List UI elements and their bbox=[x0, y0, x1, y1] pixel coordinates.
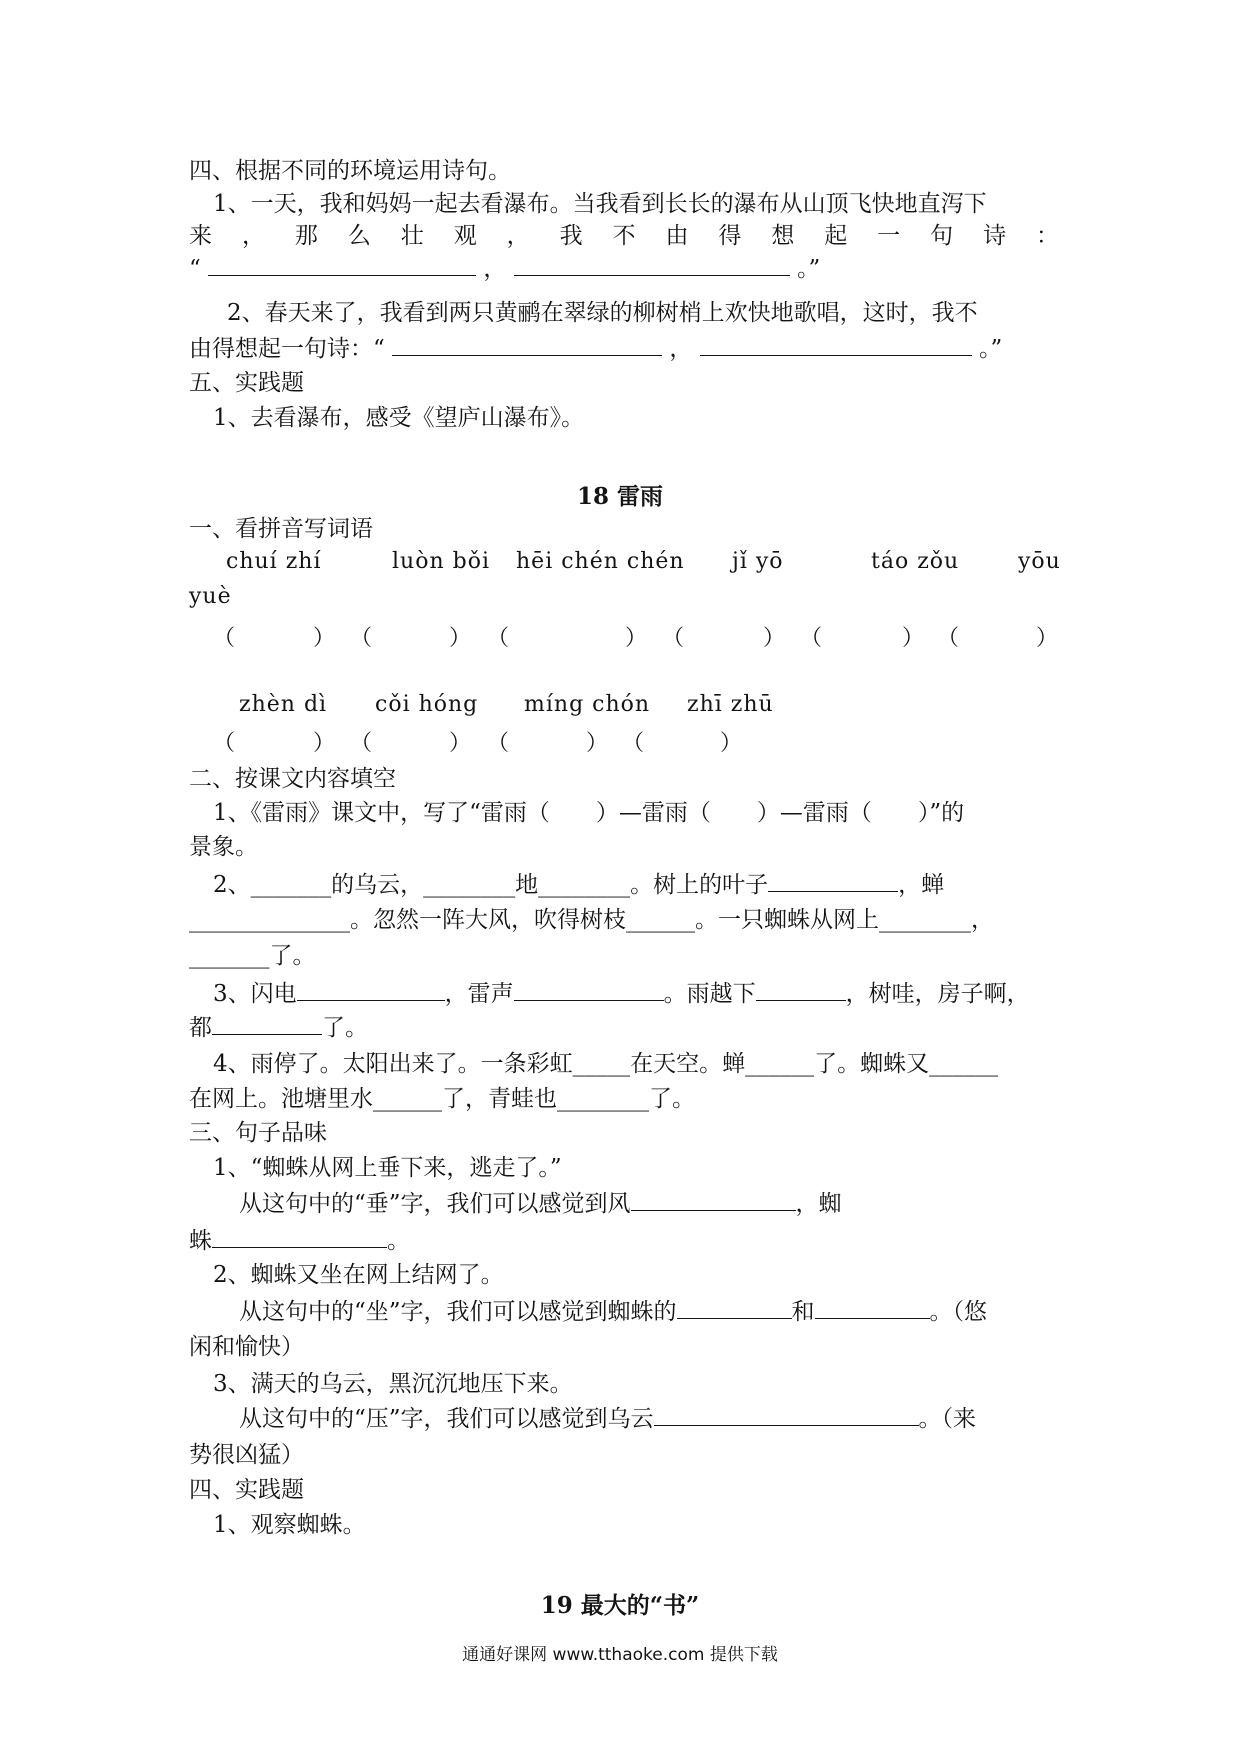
question-text: ______________。忽然一阵大风，吹得树枝______。一只蜘蛛从网上________， bbox=[189, 907, 994, 933]
paren-open: （ bbox=[350, 731, 373, 756]
paren-open: （ bbox=[213, 731, 236, 756]
paren-close: ） bbox=[763, 626, 786, 651]
answer-blank[interactable] bbox=[514, 978, 664, 1001]
section-heading: 四、实践题 bbox=[189, 1477, 304, 1503]
question-text-spread: 来 ， 那 么 壮 观 ， 我 不 由 得 想 起 一 句 诗 ： bbox=[189, 223, 1059, 249]
pinyin-word: táo zǒu bbox=[871, 549, 960, 574]
question-text: 3、闪电 ，雷声 。雨越下 ，树哇，房子啊， bbox=[213, 978, 1083, 1010]
paren-close: ） bbox=[902, 626, 925, 651]
paren-close: ） bbox=[313, 731, 336, 756]
question-text: 从这句中的“坐”字，我们可以感觉到蜘蛛的 和 。（悠 bbox=[239, 1296, 1109, 1328]
paren-close: ） bbox=[449, 731, 472, 756]
pinyin-word: míng chón bbox=[524, 692, 651, 717]
question-text: 1、去看瀑布，感受《望庐山瀑布》。 bbox=[213, 405, 585, 431]
pinyin-word: yuè bbox=[189, 584, 232, 609]
answer-blank[interactable] bbox=[756, 978, 846, 1001]
question-text: 3、满天的乌云，黑沉沉地压下来。 bbox=[213, 1371, 573, 1397]
question-text: _______了。 bbox=[189, 943, 316, 969]
answer-blank[interactable] bbox=[212, 1012, 322, 1035]
paren-close: ） bbox=[586, 731, 609, 756]
answer-line: “ ， 。” bbox=[189, 253, 1059, 285]
answer-line: 由得想起一句诗：“ ， 。” bbox=[189, 333, 1059, 365]
pinyin-word: zhī zhū bbox=[687, 692, 774, 717]
page-footer: 通通好课网 www.tthaoke.com 提供下载 bbox=[462, 1645, 778, 1665]
question-text: 4、雨停了。太阳出来了。一条彩虹_____在天空。蝉______了。蜘蛛又______ bbox=[213, 1051, 999, 1077]
question-text: 2、蜘蛛又坐在网上结网了。 bbox=[213, 1262, 504, 1288]
answer-blank[interactable] bbox=[815, 1296, 930, 1319]
question-text: 2、春天来了，我看到两只黄鹂在翠绿的柳树梢上欢快地歌唱，这时，我不 bbox=[227, 300, 978, 326]
paren-open: （ bbox=[800, 626, 823, 651]
pinyin-word: yōu bbox=[1018, 549, 1061, 574]
question-text: 1、“蜘蛛从网上垂下来，逃走了。” bbox=[213, 1155, 562, 1181]
question-text: 闲和愉快） bbox=[189, 1334, 304, 1360]
answer-blank[interactable] bbox=[208, 253, 476, 276]
paren-open: （ bbox=[937, 626, 960, 651]
question-text: 势很凶猛） bbox=[189, 1442, 304, 1468]
paren-close: ） bbox=[720, 731, 743, 756]
lesson-title: 19 最大的“书” bbox=[540, 1592, 700, 1619]
question-text: 景象。 bbox=[189, 834, 258, 860]
pinyin-word: cǒi hóng bbox=[375, 692, 479, 717]
question-text: 都 了。 bbox=[189, 1012, 1059, 1044]
question-text: 1、《雷雨》课文中，写了“雷雨（ ）—雷雨（ ）—雷雨（ ）”的 bbox=[213, 800, 965, 826]
section-heading: 五、实践题 bbox=[189, 370, 304, 396]
paren-close: ） bbox=[449, 626, 472, 651]
question-text: 2、_______的乌云，________地________。树上的叶子 ，蝉 bbox=[213, 869, 1083, 901]
paren-open: （ bbox=[487, 626, 510, 651]
answer-blank[interactable] bbox=[514, 253, 790, 276]
pinyin-word: luòn bǒi bbox=[392, 549, 490, 574]
answer-blank[interactable] bbox=[392, 333, 662, 356]
pinyin-word: chuí zhí bbox=[226, 549, 322, 574]
answer-blank[interactable] bbox=[677, 1296, 792, 1319]
paren-open: （ bbox=[662, 626, 685, 651]
answer-blank[interactable] bbox=[654, 1403, 919, 1426]
question-text: 1、观察蜘蛛。 bbox=[213, 1512, 366, 1538]
lesson-title: 18 雷雨 bbox=[576, 483, 663, 510]
paren-open: （ bbox=[622, 731, 645, 756]
paren-close: ） bbox=[1036, 626, 1059, 651]
section-heading: 二、按课文内容填空 bbox=[189, 766, 396, 792]
paren-open: （ bbox=[487, 731, 510, 756]
question-text: 从这句中的“垂”字，我们可以感觉到风 ，蜘 bbox=[239, 1188, 1109, 1220]
answer-blank[interactable] bbox=[631, 1188, 796, 1211]
section-heading: 四、根据不同的环境运用诗句。 bbox=[189, 158, 511, 184]
pinyin-word: zhèn dì bbox=[239, 692, 328, 717]
paren-close: ） bbox=[625, 626, 648, 651]
question-text: 蛛 。 bbox=[189, 1225, 1059, 1257]
answer-blank[interactable] bbox=[768, 869, 898, 892]
pinyin-word: jǐ yō bbox=[732, 549, 784, 574]
paren-open: （ bbox=[350, 626, 373, 651]
answer-blank[interactable] bbox=[297, 978, 445, 1001]
paren-open: （ bbox=[213, 626, 236, 651]
answer-blank[interactable] bbox=[700, 333, 972, 356]
question-text: 从这句中的“压”字，我们可以感觉到乌云 。（来 bbox=[239, 1403, 1109, 1435]
answer-blank[interactable] bbox=[212, 1225, 387, 1248]
paren-close: ） bbox=[313, 626, 336, 651]
section-heading: 三、句子品味 bbox=[189, 1120, 327, 1146]
question-text: 在网上。池塘里水______了，青蛙也________了。 bbox=[189, 1086, 695, 1112]
question-text: 1、一天，我和妈妈一起去看瀑布。当我看到长长的瀑布从山顶飞快地直泻下 bbox=[213, 191, 987, 217]
pinyin-word: hēi chén chén bbox=[516, 549, 685, 574]
section-heading: 一、看拼音写词语 bbox=[189, 516, 373, 542]
